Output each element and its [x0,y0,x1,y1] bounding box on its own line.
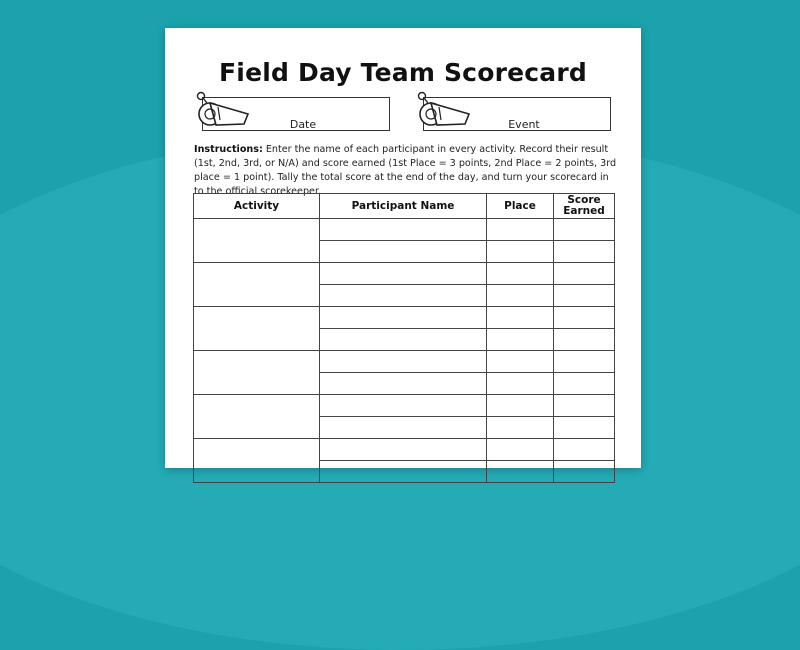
participant-cell[interactable] [320,241,487,263]
place-cell[interactable] [487,395,554,417]
table-header-row [194,194,615,219]
participant-cell[interactable] [320,263,487,285]
participant-cell[interactable] [320,417,487,439]
header-score-line2: Earned [563,205,605,217]
participant-cell[interactable] [320,307,487,329]
place-cell[interactable] [487,329,554,351]
place-cell[interactable] [487,351,554,373]
header-score-line1: Score [567,194,601,206]
header-participant-name: Participant Name [320,194,487,219]
score-cell[interactable] [554,351,615,373]
participant-cell[interactable] [320,461,487,483]
table-row [194,219,615,241]
activity-cell[interactable] [194,439,320,483]
participant-cell[interactable] [320,285,487,307]
header-activity: Activity [194,194,320,219]
place-cell[interactable] [487,263,554,285]
table-row [194,263,615,285]
page-title: Field Day Team Scorecard [219,58,587,87]
score-cell[interactable] [554,307,615,329]
instructions-lead: Instructions: [194,144,263,155]
place-cell[interactable] [487,373,554,395]
score-cell[interactable] [554,219,615,241]
activity-cell[interactable] [194,263,320,307]
participant-cell[interactable] [320,373,487,395]
event-field[interactable] [413,90,613,135]
score-cell[interactable] [554,395,615,417]
activity-cell[interactable] [194,219,320,263]
place-cell[interactable] [487,285,554,307]
place-cell[interactable] [487,461,554,483]
table-row [194,351,615,373]
participant-cell[interactable] [320,395,487,417]
event-label: Event [508,118,540,131]
score-cell[interactable] [554,285,615,307]
participant-cell[interactable] [320,351,487,373]
instructions-text [194,143,619,199]
activity-cell[interactable] [194,307,320,351]
place-cell[interactable] [487,417,554,439]
activity-cell[interactable] [194,395,320,439]
table-row [194,395,615,417]
score-cell[interactable] [554,417,615,439]
scorecard-table [193,193,615,483]
instructions-body: Enter the name of each participant in every activity. Record their result (1st, 2nd, 3rd, or N/A) and score earned (1st Place = 3 points, 2nd Place = 2 points, 3rd place = 1 point). Tally the total score at the end of the day, and turn your scorecard in to the official scorekeeper. [194,144,617,197]
header-score-earned [554,194,615,219]
scorecard-sheet [165,28,641,468]
score-cell[interactable] [554,263,615,285]
score-cell[interactable] [554,373,615,395]
table-row [194,307,615,329]
header-place: Place [487,194,554,219]
score-cell[interactable] [554,461,615,483]
score-cell[interactable] [554,329,615,351]
place-cell[interactable] [487,241,554,263]
score-cell[interactable] [554,241,615,263]
participant-cell[interactable] [320,329,487,351]
date-label: Date [289,118,317,131]
place-cell[interactable] [487,307,554,329]
date-field[interactable] [192,90,392,135]
participant-cell[interactable] [320,219,487,241]
place-cell[interactable] [487,219,554,241]
activity-cell[interactable] [194,351,320,395]
